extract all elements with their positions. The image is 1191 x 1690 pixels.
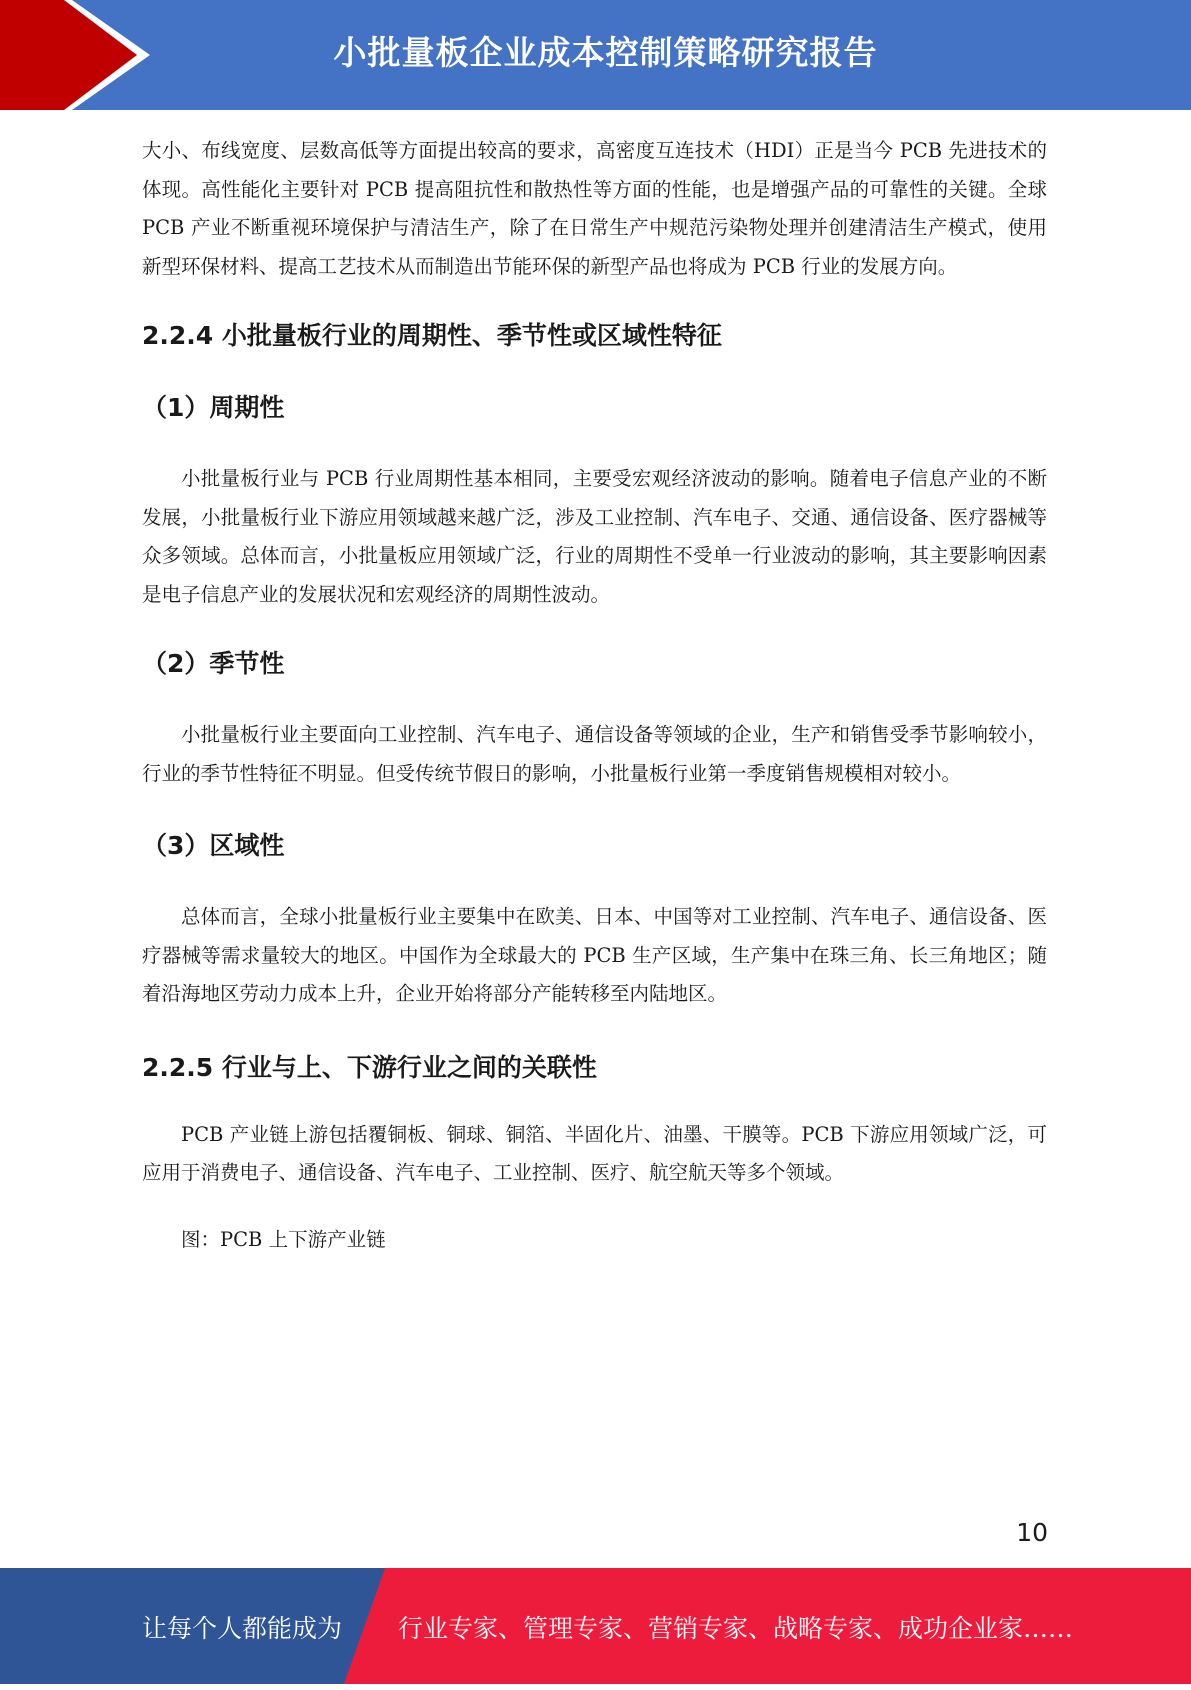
document-body [142,132,1047,1259]
section-heading-2-2-4: 2.2.4 小批量板行业的周期性、季节性或区域性特征 [142,321,722,350]
page-header [0,0,1191,110]
subheading-seasonal: （2）季节性 [142,649,285,678]
subheading-regional: （3）区域性 [142,831,285,860]
footer-slogan-left: 让每个人都能成为 [142,1614,343,1643]
subheading-cyclical: （1）周期性 [142,393,285,422]
paragraph-industry-chain: PCB 产业链上游包括覆铜板、铜球、铜箔、半固化片、油墨、干膜等。PCB 下游应用领域广泛，可应用于消费电子、通信设备、汽车电子、工业控制、医疗、航空航天等多个领域。 [142,1122,1047,1184]
document-title: 小批量板企业成本控制策略研究报告 [333,33,878,72]
paragraph-cyclical: 小批量板行业与 PCB 行业周期性基本相同，主要受宏观经济波动的影响。随着电子信息产业的不断发展，小批量板行业下游应用领域越来越广泛，涉及工业控制、汽车电子、交通、通信设备、医疗器械等众多领域。总体而言，小批量板应用领域广泛，行业的周期性不受单一行业波动的影响，其主要影响因素是电子信息产业的发展状况和宏观经济的周期性波动。 [142,467,1047,606]
page-number: 10 [1016,1518,1048,1547]
paragraph-seasonal: 小批量板行业主要面向工业控制、汽车电子、通信设备等领域的企业，生产和销售受季节影响较小，行业的季节性特征不明显。但受传统节假日的影响，小批量板行业第一季度销售规模相对较小。 [142,723,1047,785]
paragraph-regional: 总体而言，全球小批量板行业主要集中在欧美、日本、中国等对工业控制、汽车电子、通信设备、医疗器械等需求量较大的地区。中国作为全球最大的 PCB 生产区域，生产集中在珠三角、长三角地区；随着沿海地区劳动力成本上升，企业开始将部分产能转移至内陆地区。 [142,905,1047,1005]
figure-caption: 图：PCB 上下游产业链 [181,1227,386,1251]
page-footer [0,1568,1191,1684]
section-heading-2-2-5: 2.2.5 行业与上、下游行业之间的关联性 [142,1052,597,1082]
intro-paragraph: 大小、布线宽度、层数高低等方面提出较高的要求，高密度互连技术（HDI）正是当今 PCB 先进技术的体现。高性能化主要针对 PCB 提高阻抗性和散热性等方面的性能，也是增强产品的可靠性的关键。全球 PCB 产业不断重视环境保护与清洁生产，除了在日常生产中规范污染物处理并创建清洁生产模式，使用新型环保材料、提高工艺技术从而制造出节能环保的新型产品也将成为 PCB 行业的发展方向。 [142,139,1047,278]
footer-slogan-right: 行业专家、管理专家、营销专家、战略专家、成功企业家…… [398,1614,1074,1643]
